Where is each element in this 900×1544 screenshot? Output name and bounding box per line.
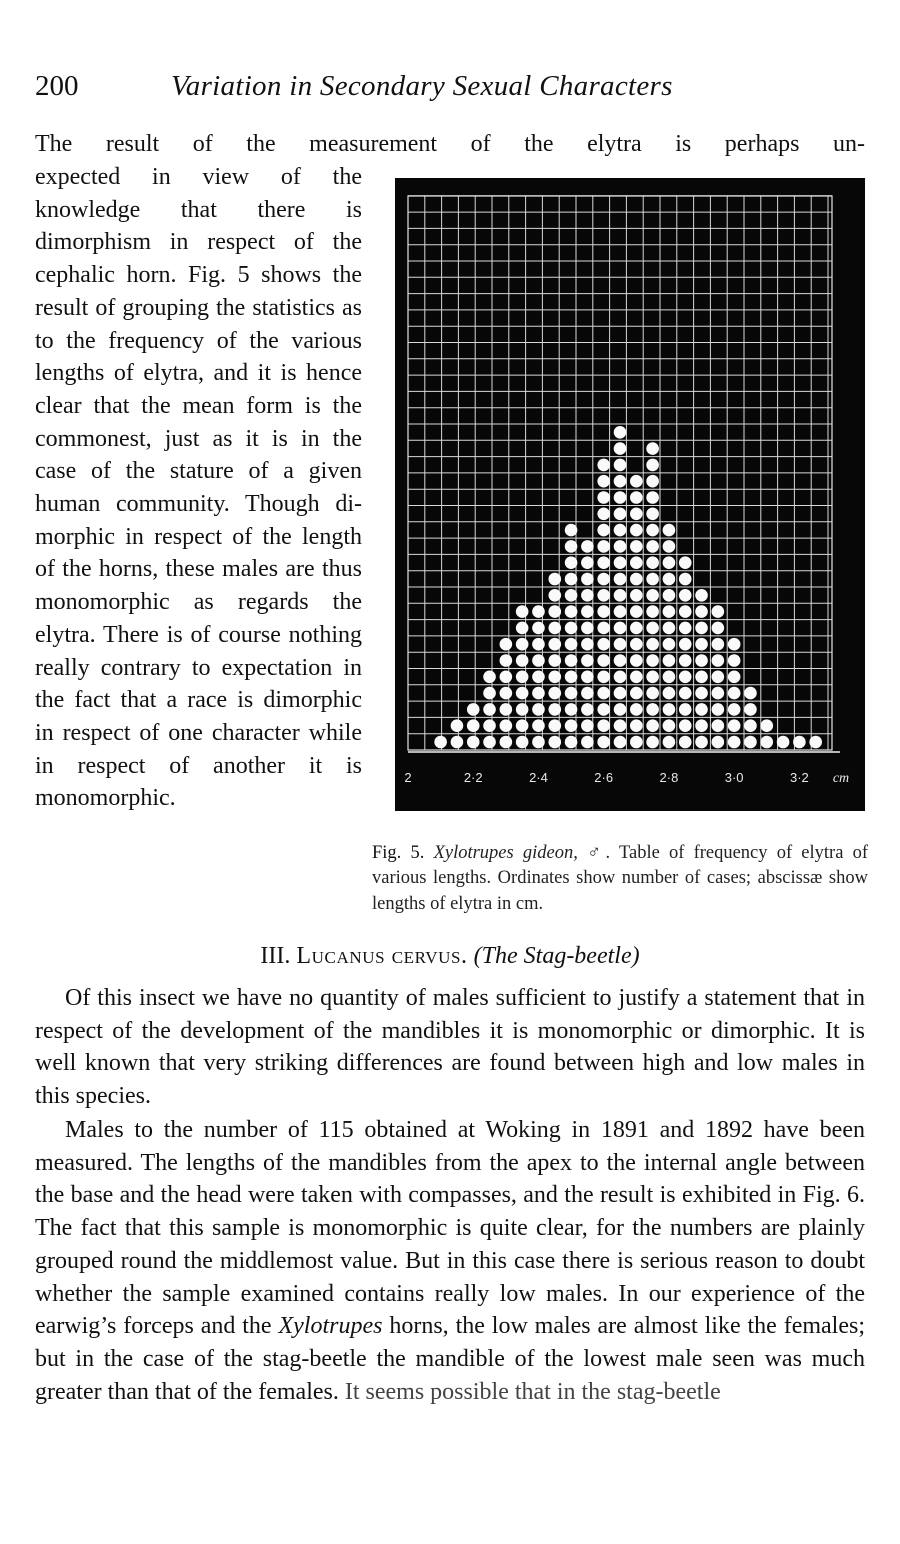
- frequency-dot: [695, 671, 708, 684]
- frequency-dot: [467, 719, 480, 732]
- frequency-dot: [565, 622, 578, 635]
- frequency-dot: [630, 589, 643, 602]
- frequency-dot: [516, 622, 529, 635]
- frequency-dot: [663, 573, 676, 586]
- frequency-dot: [646, 687, 659, 700]
- frequency-dot: [695, 719, 708, 732]
- frequency-dot: [516, 654, 529, 667]
- frequency-dot: [679, 687, 692, 700]
- frequency-dot: [597, 524, 610, 537]
- frequency-dot: [744, 736, 757, 749]
- frequency-dot: [532, 638, 545, 651]
- frequency-dot: [630, 687, 643, 700]
- frequency-dot: [614, 491, 627, 504]
- frequency-dot: [548, 589, 561, 602]
- frequency-dot: [630, 622, 643, 635]
- frequency-dot: [663, 687, 676, 700]
- frequency-dot: [581, 671, 594, 684]
- frequency-dot: [581, 573, 594, 586]
- frequency-dot: [614, 508, 627, 521]
- frequency-dot: [565, 654, 578, 667]
- frequency-dot: [744, 719, 757, 732]
- x-tick-label: 2·2: [463, 770, 483, 785]
- frequency-dot: [451, 719, 464, 732]
- frequency-dot: [695, 638, 708, 651]
- frequency-dot: [597, 638, 610, 651]
- frequency-dot: [581, 605, 594, 618]
- frequency-dot: [548, 573, 561, 586]
- frequency-dot: [663, 719, 676, 732]
- frequency-dot: [663, 622, 676, 635]
- frequency-dot: [597, 605, 610, 618]
- frequency-dot: [614, 654, 627, 667]
- frequency-dot: [663, 654, 676, 667]
- frequency-dot: [483, 703, 496, 716]
- frequency-dot: [630, 491, 643, 504]
- frequency-dot: [565, 524, 578, 537]
- frequency-dot: [597, 508, 610, 521]
- frequency-dot: [500, 687, 513, 700]
- frequency-dot: [646, 442, 659, 455]
- frequency-dot: [483, 671, 496, 684]
- x-tick-label: 2·6: [594, 770, 614, 785]
- frequency-dot: [516, 703, 529, 716]
- frequency-dot: [548, 622, 561, 635]
- frequency-dot: [597, 736, 610, 749]
- frequency-dot: [614, 426, 627, 439]
- frequency-dot: [614, 459, 627, 472]
- figure-5-frequency-chart: [395, 178, 865, 811]
- frequency-dot: [532, 605, 545, 618]
- frequency-dot: [614, 719, 627, 732]
- caption-species: Xylotrupes gideon,: [433, 842, 578, 863]
- frequency-dot: [712, 605, 725, 618]
- frequency-dot: [646, 605, 659, 618]
- frequency-dot: [565, 719, 578, 732]
- frequency-dot: [532, 719, 545, 732]
- frequency-dot: [597, 475, 610, 488]
- frequency-dot: [646, 671, 659, 684]
- frequency-dot: [695, 622, 708, 635]
- frequency-dot: [614, 736, 627, 749]
- page-number: 200: [35, 70, 79, 102]
- frequency-dot: [630, 556, 643, 569]
- x-tick-label: 3·2: [789, 770, 809, 785]
- frequency-dot: [614, 524, 627, 537]
- paragraph-3-species: Xylotrupes: [278, 1313, 383, 1340]
- frequency-dot: [663, 703, 676, 716]
- frequency-dot: [646, 719, 659, 732]
- frequency-dot: [760, 736, 773, 749]
- frequency-dot: [630, 605, 643, 618]
- frequency-dot: [646, 622, 659, 635]
- frequency-dot: [597, 622, 610, 635]
- frequency-dot: [728, 703, 741, 716]
- frequency-dot: [712, 719, 725, 732]
- frequency-dot: [663, 671, 676, 684]
- running-header: [35, 70, 865, 110]
- frequency-dot: [630, 540, 643, 553]
- frequency-dot: [679, 573, 692, 586]
- frequency-dot: [467, 736, 480, 749]
- caption-male-symbol: ♂: [587, 842, 606, 863]
- frequency-dot: [630, 703, 643, 716]
- frequency-dot: [565, 540, 578, 553]
- frequency-dot: [646, 736, 659, 749]
- frequency-dot: [581, 687, 594, 700]
- x-tick-label: 2·8: [659, 770, 679, 785]
- frequency-dot: [744, 687, 757, 700]
- frequency-dot: [614, 573, 627, 586]
- frequency-dot: [646, 459, 659, 472]
- frequency-dot: [614, 703, 627, 716]
- frequency-dot: [597, 589, 610, 602]
- frequency-dot: [712, 703, 725, 716]
- frequency-dot: [548, 687, 561, 700]
- frequency-dot: [597, 654, 610, 667]
- frequency-dot: [614, 605, 627, 618]
- intro-lead-line: The result of the measurement of the elytra is perhaps un-: [35, 131, 865, 157]
- frequency-dot: [630, 671, 643, 684]
- frequency-dot: [483, 736, 496, 749]
- frequency-dot: [500, 736, 513, 749]
- frequency-dot: [532, 687, 545, 700]
- frequency-dot: [695, 654, 708, 667]
- frequency-dot: [663, 524, 676, 537]
- frequency-dot: [565, 687, 578, 700]
- chart-grid: [408, 196, 840, 752]
- frequency-dot: [532, 703, 545, 716]
- frequency-dot: [695, 736, 708, 749]
- figure-caption: [372, 841, 868, 918]
- frequency-dot: [597, 491, 610, 504]
- frequency-dot: [646, 475, 659, 488]
- frequency-dot: [712, 638, 725, 651]
- frequency-dot: [548, 654, 561, 667]
- frequency-dot: [728, 719, 741, 732]
- frequency-dot: [581, 736, 594, 749]
- frequency-dot: [646, 573, 659, 586]
- frequency-dot: [695, 703, 708, 716]
- frequency-dot: [630, 524, 643, 537]
- frequency-dot: [679, 589, 692, 602]
- frequency-dot: [630, 638, 643, 651]
- section-heading: [35, 940, 865, 972]
- frequency-dot: [532, 671, 545, 684]
- frequency-dot: [565, 671, 578, 684]
- frequency-dot: [630, 475, 643, 488]
- frequency-dot: [500, 638, 513, 651]
- frequency-dot: [646, 638, 659, 651]
- frequency-dot: [516, 719, 529, 732]
- paragraph-3-tail: It seems possible that in the stag-beetle: [338, 1378, 721, 1405]
- frequency-dot: [532, 736, 545, 749]
- frequency-dot: [630, 654, 643, 667]
- frequency-dot: [614, 687, 627, 700]
- frequency-dot: [630, 508, 643, 521]
- frequency-dot: [679, 719, 692, 732]
- frequency-dot: [532, 622, 545, 635]
- paragraph-3-start: Males to the number of 115 obtained at Woking in 1891 and 1892 have been measured. The lengths of the mandibles from the apex to the internal angle between the base and the head were taken with compasses, and the result is exhibited in Fig. 6. The fact that this sample is monomorphic is quite clear, for the numbers are plainly grouped round the middlemost value. But in this case there is serious reason to doubt whether the sample examined contains really low males. In our experience of the earwig’s forceps and the: [35, 1117, 865, 1340]
- frequency-dot: [679, 654, 692, 667]
- caption-text: . Table of frequency of elytra of various lengths. Ordinates show number of cases; abscissæ show lengths of elytra in cm.: [372, 842, 869, 914]
- frequency-dot: [581, 654, 594, 667]
- frequency-dot: [500, 703, 513, 716]
- frequency-dot: [548, 703, 561, 716]
- frequency-dot: [565, 605, 578, 618]
- frequency-dot: [548, 671, 561, 684]
- frequency-dot: [646, 654, 659, 667]
- frequency-dot: [728, 654, 741, 667]
- frequency-dot: [760, 719, 773, 732]
- frequency-dot: [630, 573, 643, 586]
- frequency-dot: [516, 687, 529, 700]
- frequency-dot: [646, 589, 659, 602]
- frequency-dot: [679, 622, 692, 635]
- frequency-dot: [712, 671, 725, 684]
- frequency-dot: [565, 573, 578, 586]
- frequency-dot: [646, 508, 659, 521]
- frequency-dot: [581, 638, 594, 651]
- frequency-dot: [663, 556, 676, 569]
- frequency-dot: [679, 556, 692, 569]
- frequency-dot: [614, 540, 627, 553]
- running-title: Variation in Secondary Sexual Characters: [171, 70, 673, 102]
- frequency-dot: [597, 687, 610, 700]
- caption-label: Fig. 5.: [372, 842, 425, 863]
- frequency-dot: [614, 475, 627, 488]
- frequency-dot: [663, 605, 676, 618]
- frequency-dot: [614, 442, 627, 455]
- frequency-dot: [483, 719, 496, 732]
- section-common-name: (The Stag-beetle): [473, 943, 640, 969]
- frequency-dot: [614, 638, 627, 651]
- frequency-dot: [597, 540, 610, 553]
- frequency-dot: [597, 573, 610, 586]
- paragraph-2: Of this insect we have no quantity of males sufficient to justify a statement that in respect of the development of the mandibles it is monomorphic or dimorphic. It is well known that very striking differences are found between high and low males in this species.: [35, 985, 865, 1110]
- frequency-dot: [500, 719, 513, 732]
- frequency-dot: [663, 736, 676, 749]
- frequency-dot: [695, 605, 708, 618]
- frequency-dot: [679, 736, 692, 749]
- frequency-dot: [712, 736, 725, 749]
- frequency-dot: [548, 736, 561, 749]
- chart-svg: [395, 178, 865, 811]
- frequency-dot: [565, 638, 578, 651]
- section-name: Lucanus cervus.: [296, 943, 468, 969]
- frequency-dot: [581, 540, 594, 553]
- frequency-dot: [532, 654, 545, 667]
- frequency-dot: [777, 736, 790, 749]
- frequency-dot: [548, 719, 561, 732]
- paragraph-3: [35, 1114, 865, 1408]
- frequency-dot: [516, 605, 529, 618]
- frequency-dot: [646, 540, 659, 553]
- frequency-dot: [483, 687, 496, 700]
- x-unit-label: cm: [832, 771, 850, 786]
- frequency-dot: [614, 556, 627, 569]
- frequency-dot: [614, 671, 627, 684]
- frequency-dot: [744, 703, 757, 716]
- frequency-dot: [581, 622, 594, 635]
- frequency-dot: [728, 736, 741, 749]
- frequency-dot: [809, 736, 822, 749]
- x-tick-label: 2·4: [529, 770, 548, 785]
- frequency-dot: [467, 703, 480, 716]
- frequency-dot: [516, 671, 529, 684]
- frequency-dot: [728, 671, 741, 684]
- frequency-dot: [516, 638, 529, 651]
- frequency-dot: [728, 687, 741, 700]
- frequency-dot: [516, 736, 529, 749]
- frequency-dot: [614, 622, 627, 635]
- frequency-dot: [500, 654, 513, 667]
- frequency-dot: [712, 654, 725, 667]
- x-tick-label: 2: [404, 770, 412, 785]
- frequency-dot: [695, 687, 708, 700]
- frequency-dot: [434, 736, 447, 749]
- frequency-dot: [663, 638, 676, 651]
- frequency-dot: [597, 671, 610, 684]
- section-number: III.: [260, 943, 291, 969]
- frequency-dot: [630, 719, 643, 732]
- frequency-dot: [565, 736, 578, 749]
- paragraph-3-middle: horns, the low males are almost like the females; but in the case of the stag-beetle the mandible of the lowest male seen was much greater than that of the females.: [35, 1313, 865, 1405]
- frequency-dot: [646, 556, 659, 569]
- frequency-dot: [712, 622, 725, 635]
- frequency-dot: [695, 589, 708, 602]
- frequency-dot: [679, 671, 692, 684]
- frequency-dot: [548, 638, 561, 651]
- frequency-dot: [597, 459, 610, 472]
- frequency-dot: [581, 589, 594, 602]
- intro-wrapped-paragraph: expected in view of the knowledge that there is dimorphism in respect of the cephalic horn. Fig. 5 shows the result of grouping the statistics as to the frequency of the various lengths of elytra, and it is hence clear that the mean form is the commonest, just as it is in the case of the stature of a given human community. Though dimorphic in respect of the length of the horns, these males are thus monomorphic as regards the elytra. There is of course nothing really contrary to expectation in the fact that a race is dimorphic in respect of one character while in respect of another it is monomorphic.: [35, 164, 362, 812]
- frequency-dot: [565, 556, 578, 569]
- frequency-dot: [630, 736, 643, 749]
- frequency-dot: [451, 736, 464, 749]
- frequency-dot: [614, 589, 627, 602]
- frequency-dot: [548, 605, 561, 618]
- frequency-dot: [597, 703, 610, 716]
- frequency-dot: [679, 605, 692, 618]
- frequency-dot: [663, 589, 676, 602]
- frequency-dot: [646, 703, 659, 716]
- frequency-dot: [500, 671, 513, 684]
- chart-tick-labels: [404, 770, 849, 786]
- frequency-dot: [728, 638, 741, 651]
- frequency-dot: [565, 589, 578, 602]
- frequency-dot: [581, 703, 594, 716]
- frequency-dot: [597, 719, 610, 732]
- frequency-dot: [679, 638, 692, 651]
- frequency-dot: [646, 524, 659, 537]
- frequency-dot: [679, 703, 692, 716]
- frequency-dot: [581, 556, 594, 569]
- frequency-dot: [712, 687, 725, 700]
- x-tick-label: 3·0: [724, 770, 744, 785]
- frequency-dot: [646, 491, 659, 504]
- frequency-dot: [663, 540, 676, 553]
- frequency-dot: [597, 556, 610, 569]
- frequency-dot: [793, 736, 806, 749]
- frequency-dot: [581, 719, 594, 732]
- frequency-dot: [565, 703, 578, 716]
